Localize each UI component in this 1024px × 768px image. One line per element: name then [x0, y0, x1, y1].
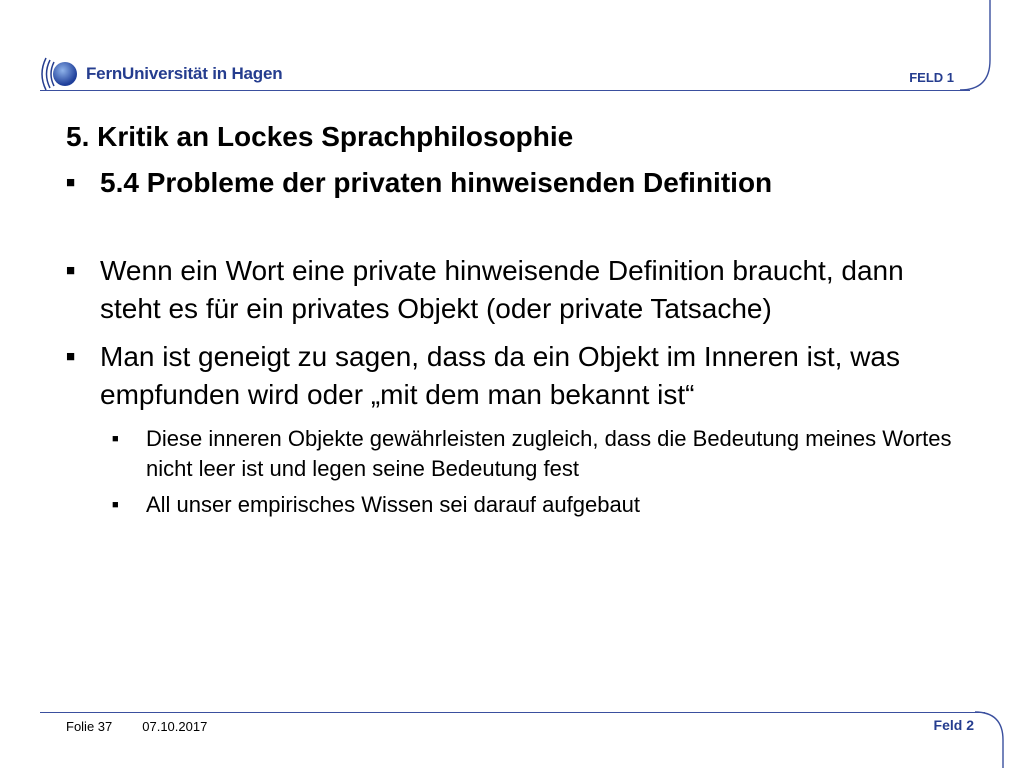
fernuni-globe-icon [40, 52, 80, 96]
sub-bullet-text: Diese inneren Objekte gewährleisten zugleich, dass die Bedeutung meines Wortes nicht leer ist und legen seine Bedeutung fest [146, 425, 952, 481]
slide-content [66, 120, 966, 526]
square-bullet-icon: ■ [112, 432, 119, 445]
footer-rule [40, 712, 985, 713]
square-bullet-icon: ■ [66, 173, 76, 191]
slide-date: 07.10.2017 [142, 719, 208, 734]
footer-left [66, 719, 207, 734]
square-bullet-icon: ■ [112, 498, 119, 511]
frame-corner-top-right [960, 0, 1000, 96]
sub-bullet-text: All unser empirisches Wissen sei darauf aufgebaut [146, 491, 641, 517]
logo-text: FernUniversität in Hagen [86, 64, 283, 83]
footer-label: Feld 2 [933, 717, 974, 733]
bullet-item [66, 338, 966, 414]
bullet-text: Wenn ein Wort eine private hinweisende Definition braucht, dann steht es für ein privates Objekt (oder private Tatsache) [100, 254, 904, 324]
sub-bullet-item [112, 424, 966, 484]
header-label: FELD 1 [909, 70, 954, 85]
sub-bullet-list [112, 424, 966, 520]
sub-bullet-item [112, 490, 966, 520]
frame-corner-bottom-right [975, 700, 1015, 768]
slide-subtitle [66, 166, 966, 200]
slide-title: 5. Kritik an Lockes Sprachphilosophie [66, 121, 574, 152]
bullet-item [66, 252, 966, 328]
square-bullet-icon: ■ [66, 261, 76, 279]
square-bullet-icon: ■ [66, 347, 76, 365]
bullet-text: Man ist geneigt zu sagen, dass da ein Objekt im Inneren ist, was empfunden wird oder „mit dem man bekannt ist“ [100, 340, 900, 410]
subtitle-text: 5.4 Probleme der privaten hinweisenden Definition [100, 166, 773, 198]
slide-number: Folie 37 [66, 719, 113, 734]
university-logo [40, 52, 282, 96]
